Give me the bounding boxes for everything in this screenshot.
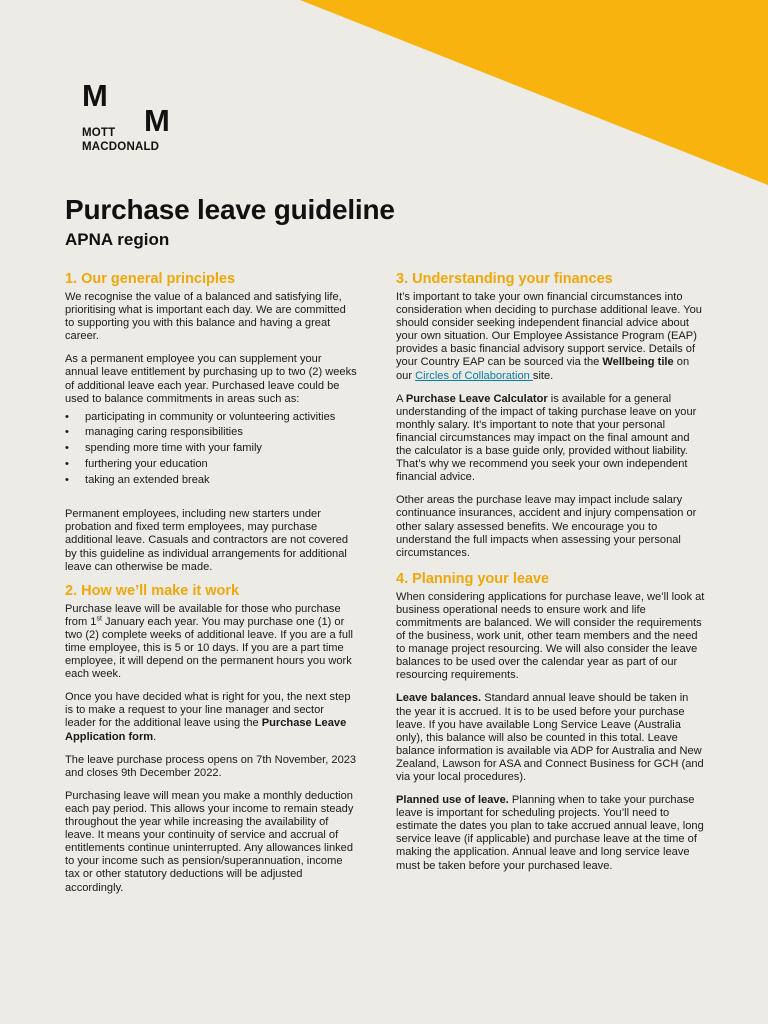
paragraph	[65, 603, 357, 682]
paragraph: The leave purchase process opens on 7th November, 2023 and closes 9th December 2022.	[65, 753, 357, 779]
logo-wordmark	[82, 126, 159, 154]
bold-text: Planned use of leave.	[396, 794, 509, 807]
text: A	[396, 392, 406, 405]
section-planning	[396, 570, 706, 873]
text: Standard annual leave should be taken in the year it is accrued. It is to be used before your purchase leave. If you have available Long Service Leave (Australia only), this balance will also be counted in this total. Leave balance information is available via ADP for Australia and New Zealand, Lawson for ASA and Connect Business for GCH (and via your local procedures).	[396, 692, 704, 783]
wordmark-line-1: MOTT	[82, 127, 116, 139]
paragraph	[396, 692, 706, 784]
text: is available for a general understanding of the impact of taking purchase leave on your monthly salary. It’s important to note that your personal financial circumstances may impact on the final amount and the calculator is a base guide only, provided without liability. That’s why we recommend you seek your own independent financial advice.	[396, 392, 697, 484]
paragraph: We recognise the value of a balanced and satisfying life, prioritising what is important each day. We are committed to supporting you with this balance and having a great career.	[65, 291, 346, 343]
paragraph	[396, 794, 706, 873]
text: site.	[532, 369, 554, 382]
paragraph	[396, 291, 706, 383]
page-title: Purchase leave guideline	[65, 194, 395, 225]
circles-of-collaboration-link[interactable]: Circles of Collaboration	[415, 369, 533, 382]
wordmark-line-2: MACDONALD	[82, 141, 160, 153]
text: Once you have decided what is right for you, the next step is to make a request to your line manager and sector leader for the additional leave using the	[65, 691, 351, 730]
paragraph: As a permanent employee you can supplement your annual leave entitlement by purchasing up to two (2) weeks of additional leave each year. Purchased leave could be used to balance commitments in areas such as:	[65, 353, 357, 405]
bullet-list	[65, 410, 357, 489]
section-general-principles	[65, 270, 357, 574]
list-item: • managing caring responsibilities	[65, 425, 357, 441]
paragraph: Other areas the purchase leave may impact include salary continuance insurances, accident and injury compensation or other salary assessed benefits. We encourage you to understand the full impacts when assessing your personal circumstances.	[396, 494, 697, 559]
section-finances	[396, 270, 706, 560]
text: on our	[396, 356, 690, 382]
paragraph	[65, 691, 357, 743]
logo-letter-m-1: M	[82, 78, 108, 113]
section-heading: 2. How we’ll make it work	[65, 582, 240, 599]
bold-text: Leave balances.	[396, 692, 482, 705]
section-heading: 1. Our general principles	[65, 271, 236, 287]
paragraph: When considering applications for purchase leave, we’ll look at business operational needs to ensure work and life commitments are balanced. We will consider the requirements of the business, work unit, other team members and the need to manage project resourcing. We will also consider the leave balances to be used over the calendar year as part of our resourcing requirements.	[396, 590, 705, 682]
bold-text: Wellbeing tile	[602, 356, 674, 369]
text: It’s important to take your own financial circumstances into consideration when deciding to purchase additional leave. You should consider seeking independent financial advice about your own situation. Our Employee Assistance Program (EAP) provides a basic financial advisory support service. Details of your Country EAP can be sourced via the	[396, 291, 702, 369]
text: Purchase leave will be available for those who purchase from 1	[65, 602, 341, 628]
list-item: • taking an extended break	[65, 473, 357, 489]
text: January each year. You may purchase one (1) or two (2) complete weeks of additional leave. If you are a full time employee, this is 5 or 10 days. If you are a part time employee, it will depend on the permanent hours you work each week.	[65, 615, 353, 681]
paragraph	[396, 393, 706, 485]
list-item: • furthering your education	[65, 457, 357, 473]
section-heading: 4. Planning your leave	[396, 570, 550, 587]
list-item: • spending more time with your family	[65, 441, 357, 457]
page-subtitle: APNA region	[65, 230, 170, 249]
bold-text: Purchase Leave Calculator	[405, 392, 548, 405]
mott-macdonald-logo	[82, 80, 177, 155]
list-item: • participating in community or volunteering activities	[65, 410, 357, 426]
text: .	[153, 730, 157, 743]
bold-text: Purchase Leave Application form	[65, 717, 347, 743]
text: Planning when to take your purchase leave is important for scheduling projects. You’ll need to estimate the dates you plan to take accrued annual leave, long service leave (if applicable) and purchase leave at the time of making the application. Annual leave and long service leave must be taken before your purchased leave.	[396, 794, 704, 872]
superscript: st	[96, 615, 102, 623]
left-column	[65, 270, 357, 905]
paragraph: Permanent employees, including new starters under probation and fixed term employees, may purchase additional leave. Casuals and contractors are not covered by this guideline as individual arrangements for additional leave can otherwise be made.	[65, 508, 349, 573]
paragraph: Purchasing leave will mean you make a monthly deduction each pay period. This allows your income to remain steady throughout the year while increasing the availability of leave. It means your continuity of service and accrual of entitlements continue uninterrupted. Any allowances linked to your income such as pension/superannuation, income tax or other statutory deductions will be adjusted accordingly.	[65, 789, 354, 894]
logo-letter-m-2: M	[144, 103, 170, 138]
section-how-it-works	[65, 582, 357, 895]
right-column	[396, 270, 706, 883]
section-heading: 3. Understanding your finances	[396, 271, 613, 287]
